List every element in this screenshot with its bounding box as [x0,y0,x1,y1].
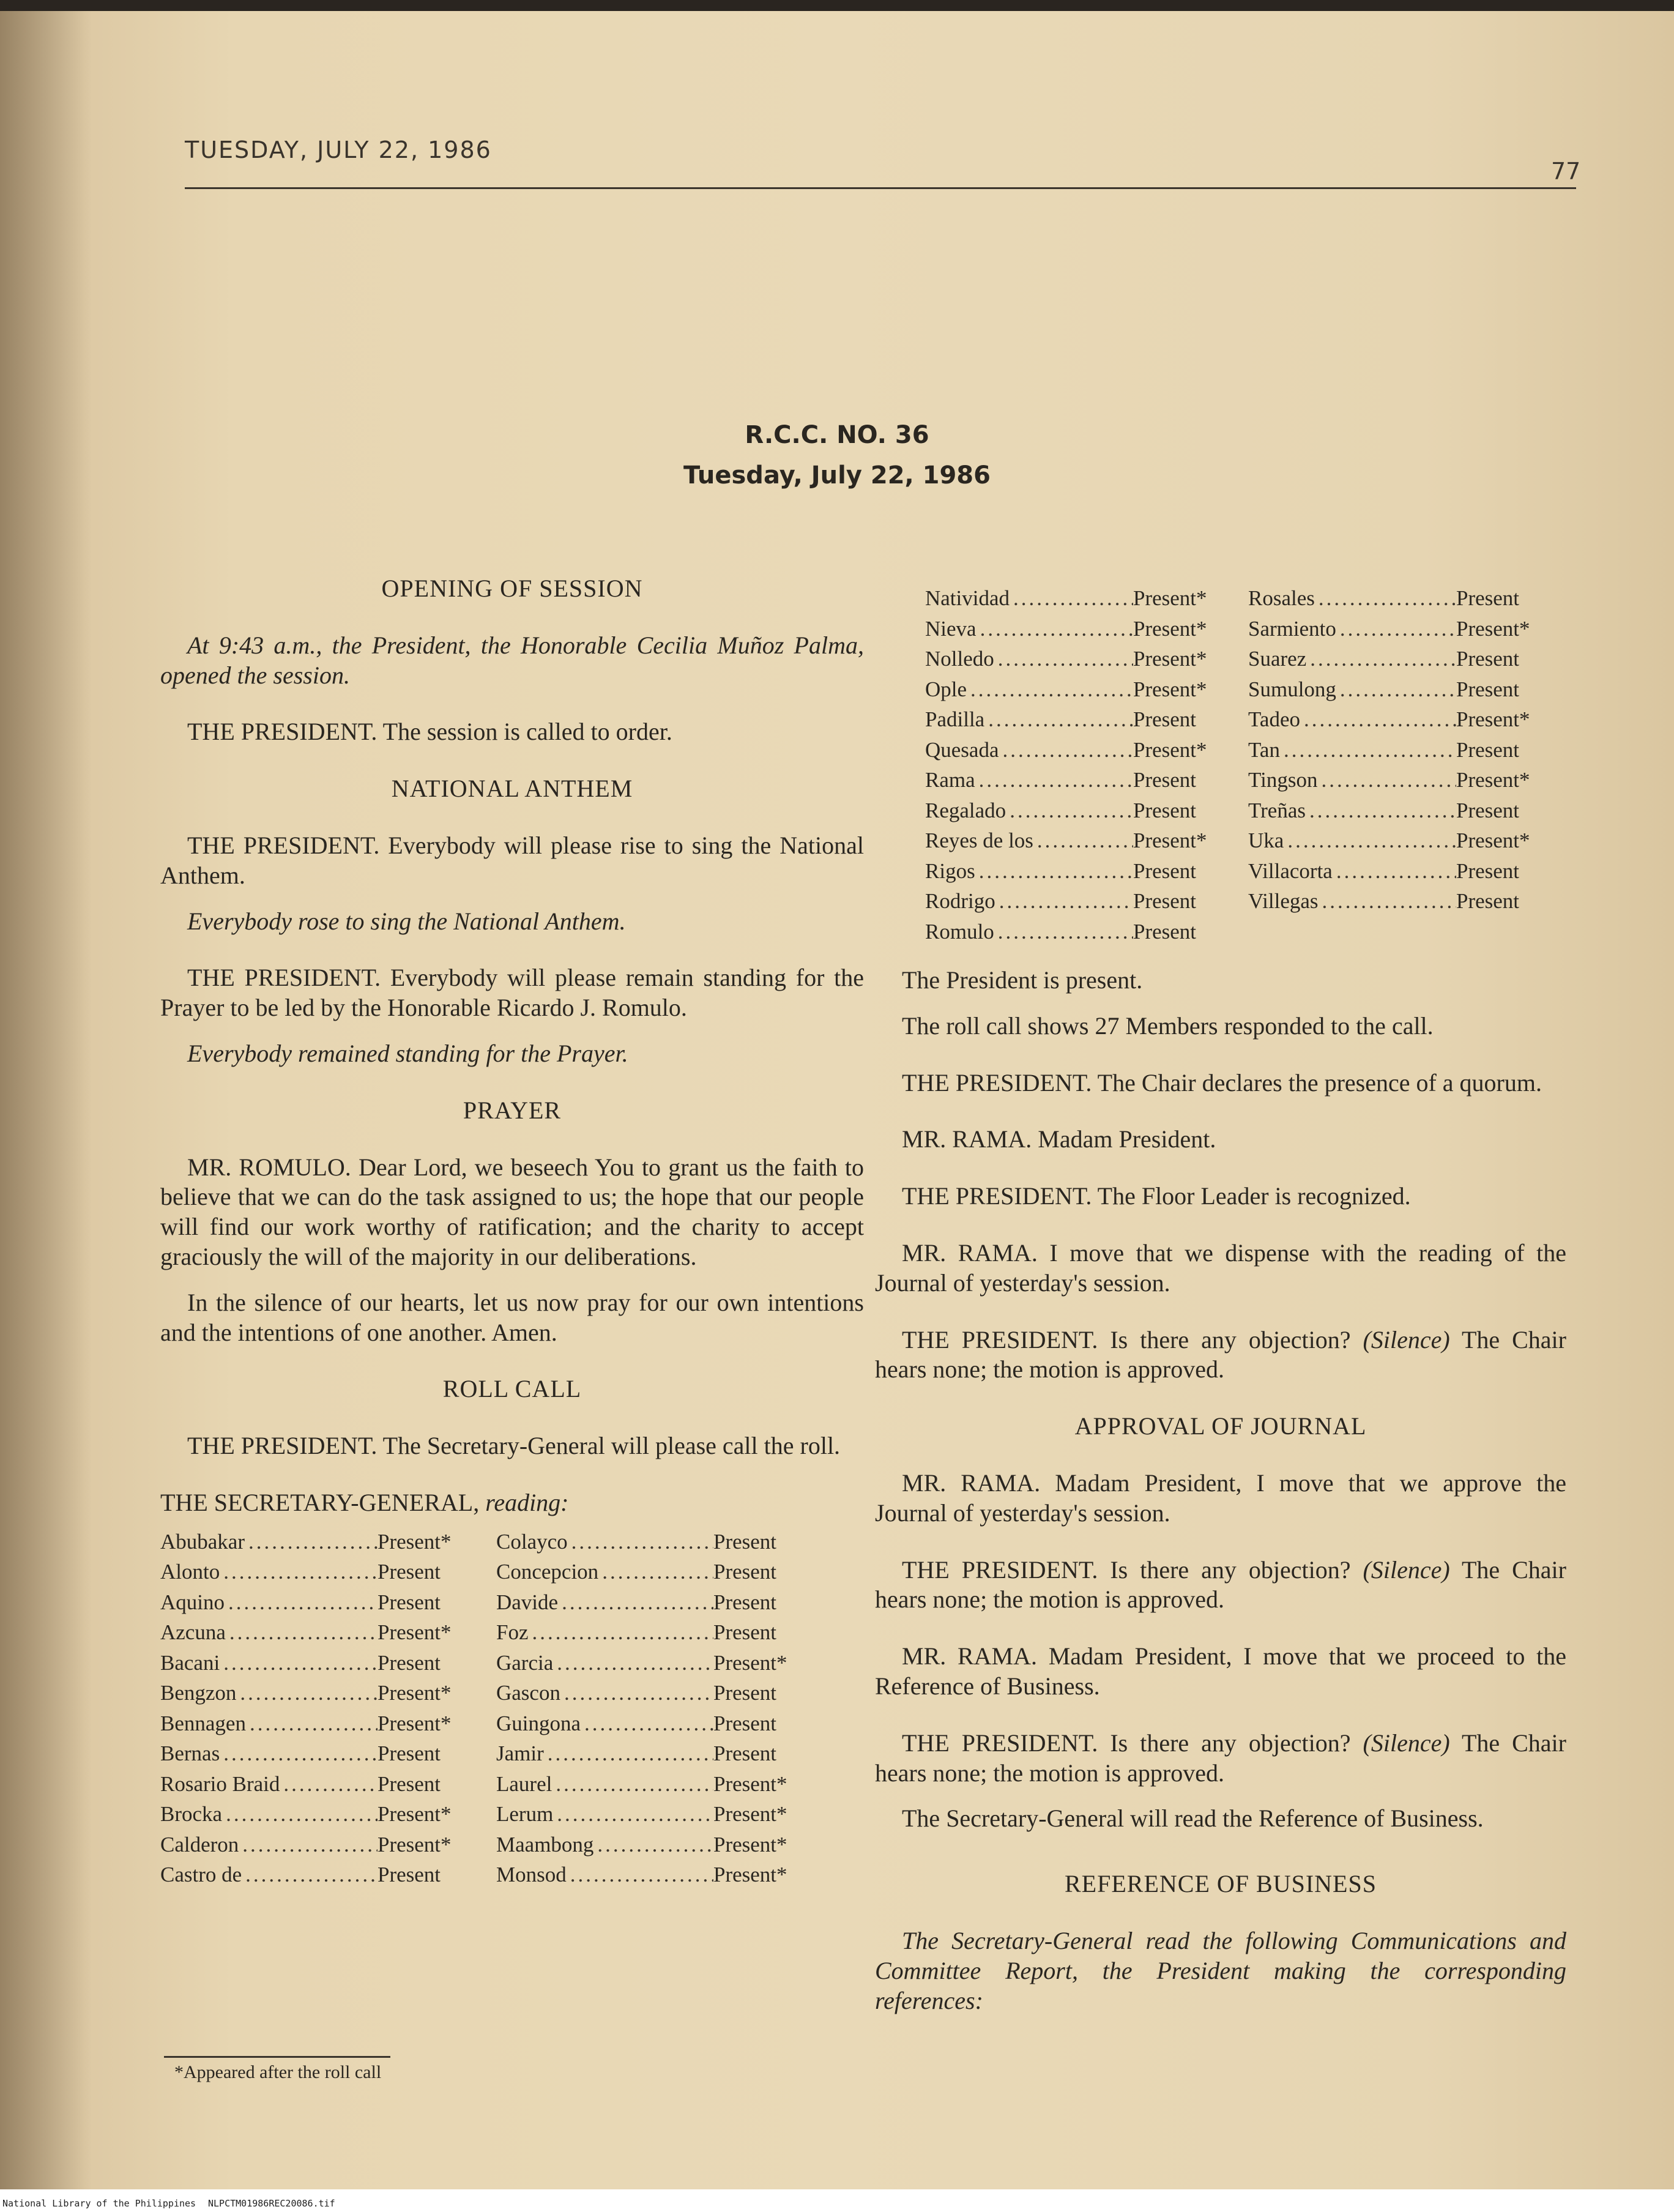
roll-entry [1248,647,1548,677]
attendance-status: Present* [1456,829,1530,852]
member-name: Regalado [925,798,1006,822]
member-name: Castro de [160,1863,242,1887]
roll-entry [925,677,1225,708]
secretary-reading-word: reading: [485,1488,569,1516]
roll-entry [925,738,1225,769]
leader-dots [1033,829,1133,853]
attendance-status: Present [713,1620,777,1645]
attendance-status: Present [1456,858,1520,883]
attendance-status: Present* [1133,829,1207,852]
roll-entry [160,1680,469,1711]
leader-dots [242,1862,378,1888]
attendance-status: Present [1456,889,1520,913]
member-name: Brocka [160,1802,223,1827]
journal-heading: APPROVAL OF JOURNAL [1074,1412,1367,1440]
secretary-label: THE SECRETARY-GENERAL, [160,1488,480,1516]
left-column [160,574,864,1893]
president-call-to-order: THE PRESIDENT. The session is called to order. [187,718,672,746]
attendance-status: Present [713,1711,777,1735]
attendance-status: Present* [1456,707,1530,731]
member-name: Tan [1248,737,1280,762]
page-number: 77 [1551,158,1581,185]
roll-entry [925,829,1225,859]
opening-text: At 9:43 a.m., the President, the Honorable Cecilia Muñoz Palma, opened the session. [160,631,864,689]
member-name: Concepcion [496,1560,599,1584]
member-name: Reyes de los [925,829,1033,852]
attendance-status: Present* [713,1863,787,1887]
roll-entry [925,799,1225,829]
title-block [0,421,1674,490]
attendance-status: Present [1456,798,1520,822]
roll-entry [160,1711,469,1741]
attendance-status: Present [1133,889,1197,913]
member-name: Tadeo [1248,707,1301,731]
member-name: Davide [496,1590,559,1614]
leader-dots [994,647,1133,671]
scan-file-label: NLPCTM01986REC20086.tif [208,2198,335,2209]
reference-text: The Secretary-General read the following Communications and Committee Report, the President making the corresponding references: [875,1926,1566,2014]
attendance-status: Present [1456,737,1520,762]
attendance-status: Present* [713,1832,787,1856]
member-name: Tingson [1248,768,1318,792]
member-name: Gascon [496,1681,560,1705]
prayer-note: Everybody remained standing for the Prayer. [187,1039,628,1067]
opening-heading: OPENING OF SESSION [381,575,643,602]
roll-entry [160,1650,469,1681]
roll-entry [160,1801,469,1832]
member-name: Calderon [160,1832,239,1856]
prayer-text-1: MR. ROMULO. Dear Lord, we beseech You to grant us the faith to believe that we can do the task assigned to us; the hope that our people will find our work worthy of ratification; and the charity to accept graciously the will of the majority in our deliberations. [160,1153,864,1270]
leader-dots [553,1650,713,1677]
member-name: Lerum [496,1802,554,1827]
attendance-status: Present* [1133,677,1207,701]
running-header-date: TUESDAY, JULY 22, 1986 [185,136,492,163]
roll-entry [1248,677,1548,708]
leader-dots [1319,889,1456,914]
roll-entry [1248,859,1548,890]
leader-dots [593,1832,713,1858]
attendance-status: Present [378,1590,441,1614]
roll-column-1 [160,1529,469,1893]
objection-1-question: THE PRESIDENT. Is there any objection? [902,1325,1351,1354]
leader-dots [1306,647,1456,671]
attendance-status: Present* [1133,737,1207,762]
leader-dots [245,1529,378,1555]
anthem-note: Everybody rose to sing the National Anthem. [187,907,626,935]
roll-entry [1248,738,1548,769]
record-number: R.C.C. NO. 36 [745,421,929,449]
attendance-status: Present [1456,647,1520,671]
leader-dots [220,1650,378,1677]
roll-entry [925,617,1225,647]
leader-dots [552,1771,713,1798]
member-name: Quesada [925,737,999,762]
objection-2-result: The Chair hears none; the motion is approved. [875,1555,1566,1614]
member-name: Villegas [1248,889,1319,913]
roll-entry [1248,889,1548,920]
leader-dots [1010,586,1133,611]
roll-column-4 [1248,586,1548,950]
leader-dots [976,617,1133,641]
rama-statement-1: MR. RAMA. Madam President. [902,1125,1216,1153]
rollcall-result: The roll call shows 27 Members responded to the call. [902,1011,1434,1040]
leader-dots [1336,617,1456,641]
member-name: Azcuna [160,1620,226,1645]
member-name: Uka [1248,829,1284,852]
roll-entry [496,1529,805,1560]
member-name: Natividad [925,586,1010,610]
member-name: Garcia [496,1650,554,1675]
attendance-status: Present* [378,1832,452,1856]
member-name: Suarez [1248,647,1307,671]
attendance-status: Present [713,1590,777,1614]
roll-entry [1248,768,1548,799]
roll-entry [160,1832,469,1863]
attendance-status: Present [378,1771,441,1796]
spine-shadow [0,11,92,2189]
member-name: Colayco [496,1529,568,1554]
objection-3 [875,1729,1566,1789]
member-name: Nolledo [925,647,994,671]
objection-1 [875,1325,1566,1385]
member-name: Bennagen [160,1711,246,1735]
page [0,11,1674,2189]
president-present: The President is present. [902,966,1143,994]
member-name: Monsod [496,1863,567,1887]
objection-1-result: The Chair hears none; the motion is approved. [875,1325,1566,1383]
attendance-status: Present* [378,1802,452,1827]
member-name: Foz [496,1620,529,1645]
president-floor-leader: THE PRESIDENT. The Floor Leader is recognized. [902,1182,1411,1210]
roll-entry [496,1559,805,1590]
roll-entry [925,586,1225,617]
leader-dots [1300,707,1456,732]
member-name: Abubakar [160,1529,245,1554]
member-name: Padilla [925,707,985,731]
leader-dots [222,1801,378,1828]
roll-entry [160,1590,469,1620]
leader-dots [220,1559,378,1585]
leader-dots [598,1559,713,1585]
roll-entry [925,920,1225,950]
member-name: Rigos [925,858,975,883]
member-name: Maambong [496,1832,594,1856]
leader-dots [226,1620,378,1646]
roll-entry [496,1650,805,1681]
rama-statement-3: MR. RAMA. Madam President, I move that we approve the Journal of yesterday's session. [875,1469,1566,1527]
roll-entry [496,1680,805,1711]
leader-dots [984,707,1133,732]
roll-entry [925,768,1225,799]
roll-entry [496,1862,805,1893]
attendance-status: Present [378,1863,441,1887]
attendance-status: Present* [378,1681,452,1705]
leader-dots [280,1771,378,1798]
prayer-call: THE PRESIDENT. Everybody will please remain standing for the Prayer to be led by the Honorable Ricardo J. Romulo. [160,964,864,1022]
member-name: Guingona [496,1711,581,1735]
rama-statement-2: MR. RAMA. I move that we dispense with the reading of the Journal of yesterday's session. [875,1238,1566,1297]
roll-column-2 [496,1529,805,1893]
leader-dots [999,738,1133,762]
member-name: Nieva [925,616,976,641]
roll-entry [925,707,1225,738]
quorum-declaration: THE PRESIDENT. The Chair declares the presence of a quorum. [902,1068,1542,1097]
attendance-status: Present* [378,1620,452,1645]
leader-dots [220,1741,378,1767]
footnote: *Appeared after the roll call [174,2062,382,2082]
reference-heading: REFERENCE OF BUSINESS [1065,1870,1377,1898]
member-name: Villacorta [1248,858,1333,883]
anthem-text: THE PRESIDENT. Everybody will please rise to sing the National Anthem. [160,831,864,889]
roll-entry [925,859,1225,890]
roll-column-3 [925,586,1225,950]
objection-3-question: THE PRESIDENT. Is there any objection? [902,1729,1351,1757]
leader-dots [1336,677,1456,702]
attendance-status: Present [713,1741,777,1766]
member-name: Laurel [496,1771,552,1796]
leader-dots [994,920,1133,944]
attendance-status: Present [378,1741,441,1766]
rollcall-heading: ROLL CALL [442,1375,582,1403]
leader-dots [225,1590,378,1616]
roll-entry [1248,829,1548,859]
member-name: Bengzon [160,1681,237,1705]
roll-entry [1248,617,1548,647]
attendance-status: Present [1133,798,1197,822]
rama-statement-4: MR. RAMA. Madam President, I move that we proceed to the Reference of Business. [875,1642,1566,1700]
roll-entry [496,1711,805,1741]
attendance-status: Present* [713,1802,787,1827]
member-name: Rosales [1248,586,1315,610]
objection-2-question: THE PRESIDENT. Is there any objection? [902,1555,1351,1584]
secretary-will-read: The Secretary-General will read the Reference of Business. [902,1804,1484,1833]
roll-entry [160,1620,469,1650]
roll-entry [925,889,1225,920]
member-name: Jamir [496,1741,544,1766]
roll-entry [496,1741,805,1771]
attendance-status: Present* [1456,616,1530,641]
attendance-status: Present* [1456,768,1530,792]
roll-entry [1248,586,1548,617]
leader-dots [558,1590,713,1616]
leader-dots [1318,768,1457,792]
right-column [875,966,1566,2016]
attendance-status: Present [1456,586,1520,610]
roll-entry [1248,799,1548,829]
objection-3-result: The Chair hears none; the motion is approved. [875,1729,1566,1787]
member-name: Aquino [160,1590,225,1614]
roll-entry [160,1862,469,1893]
silence-2: (Silence) [1363,1555,1450,1584]
member-name: Rama [925,768,975,792]
leader-dots [581,1711,713,1737]
attendance-status: Present [1456,677,1520,701]
attendance-status: Present [378,1650,441,1675]
leader-dots [239,1832,378,1858]
leader-dots [553,1801,713,1828]
attendance-status: Present [1133,858,1197,883]
leader-dots [567,1862,713,1888]
roll-entry [160,1529,469,1560]
leader-dots [1306,799,1456,823]
attendance-status: Present* [1133,586,1207,610]
leader-dots [1280,738,1456,762]
leader-dots [568,1529,713,1555]
roll-grid-left [160,1529,864,1893]
member-name: Bacani [160,1650,220,1675]
leader-dots [529,1620,714,1646]
roll-entry [160,1741,469,1771]
scan-info-strip [0,2189,1674,2212]
leader-dots [1006,799,1133,823]
leader-dots [560,1680,713,1707]
secretary-reading [160,1488,864,1518]
attendance-status: Present [1133,768,1197,792]
anthem-heading: NATIONAL ANTHEM [391,775,633,803]
attendance-status: Present* [1133,616,1207,641]
attendance-status: Present* [378,1711,452,1735]
attendance-status: Present [713,1560,777,1584]
roll-entry [496,1832,805,1863]
roll-entry [160,1771,469,1802]
leader-dots [236,1680,378,1707]
roll-grid-right [925,586,1548,950]
leader-dots [975,768,1133,792]
member-name: Ople [925,677,967,701]
leader-dots [975,859,1133,884]
roll-entry [496,1801,805,1832]
attendance-status: Present [378,1560,441,1584]
roll-entry [1248,707,1548,738]
roll-entry [496,1620,805,1650]
attendance-status: Present* [1133,647,1207,671]
member-name: Rosario Braid [160,1771,280,1796]
leader-dots [967,677,1133,702]
roll-entry [496,1771,805,1802]
attendance-status: Present* [713,1771,787,1796]
prayer-heading: PRAYER [463,1096,562,1124]
header-rule [185,187,1576,189]
rollcall-call: THE PRESIDENT. The Secretary-General will please call the roll. [187,1432,841,1460]
member-name: Sumulong [1248,677,1336,701]
leader-dots [544,1741,713,1767]
leader-dots [1333,859,1456,884]
member-name: Romulo [925,919,994,944]
objection-2 [875,1555,1566,1615]
member-name: Bernas [160,1741,220,1766]
attendance-status: Present [713,1681,777,1705]
attendance-status: Present [1133,919,1197,944]
member-name: Alonto [160,1560,220,1584]
attendance-status: Present* [713,1650,787,1675]
roll-entry [160,1559,469,1590]
member-name: Treñas [1248,798,1306,822]
roll-entry [925,647,1225,677]
leader-dots [1315,586,1456,611]
member-name: Sarmiento [1248,616,1336,641]
attendance-status: Present [1133,707,1197,731]
roll-entry [496,1590,805,1620]
record-date: Tuesday, July 22, 1986 [683,461,991,490]
silence-3: (Silence) [1363,1729,1450,1757]
leader-dots [1284,829,1456,853]
member-name: Rodrigo [925,889,995,913]
attendance-status: Present [713,1529,777,1554]
attendance-status: Present* [378,1529,452,1554]
footnote-rule [164,2056,390,2058]
prayer-text-2: In the silence of our hearts, let us now pray for our own intentions and the intentions of one another. Amen. [160,1288,864,1346]
silence-1: (Silence) [1363,1325,1450,1354]
leader-dots [995,889,1133,914]
scan-library-label: National Library of the Philippines [2,2198,196,2209]
leader-dots [246,1711,378,1737]
